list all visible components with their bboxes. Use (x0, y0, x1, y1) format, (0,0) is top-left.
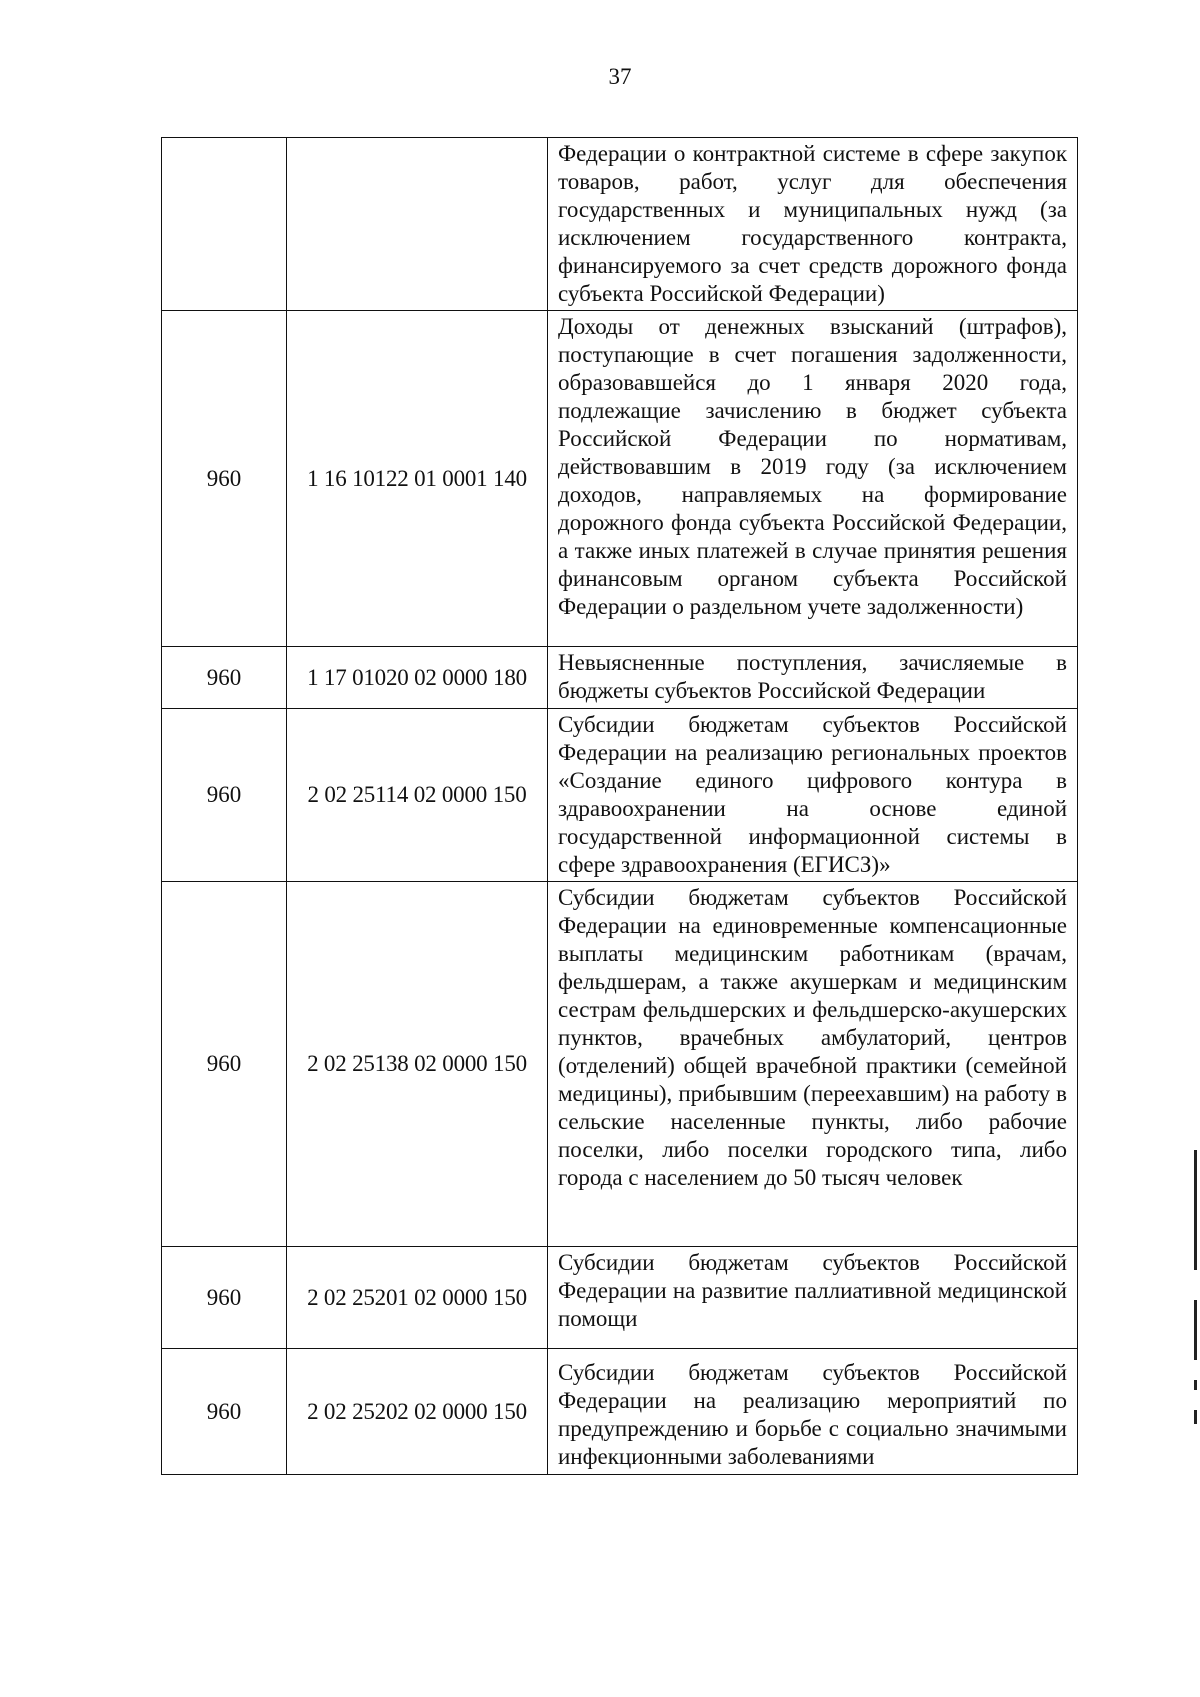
table-row (162, 709, 1078, 882)
description-cell: Субсидии бюджетам субъектов Российской Федерации на единовременные компенсационные выплаты медицинским работникам (врачам, фельдшерам, а также акушеркам и медицинским сестрам фельдшерских и фельдшерско-акушерских пунктов, врачебных амбулаторий, центров (отделений) общей врачебной практики (семейной медицины), прибывшим (переехавшим) на работу в сельские населенные пункты, либо рабочие поселки, либо поселки городского типа, либо города с населением до 50 тысяч человек (548, 882, 1078, 1247)
page-number: 37 (608, 64, 632, 89)
table-row (162, 647, 1078, 709)
admin-code-cell: 960 (162, 1247, 287, 1349)
scan-edge-mark (1194, 1150, 1197, 1270)
revenue-codes-table (161, 137, 1078, 1475)
description-cell: Федерации о контрактной системе в сфере закупок товаров, работ, услуг для обеспечения государственных и муниципальных нужд (за исключением государственного контракта, финансируемого за счет средств дорожного фонда субъекта Российской Федерации) (548, 138, 1078, 311)
budget-code-cell: 1 17 01020 02 0000 180 (287, 647, 548, 709)
admin-code-cell: 960 (162, 311, 287, 647)
admin-code-cell: 960 (162, 1349, 287, 1475)
table-row (162, 882, 1078, 1247)
table-row (162, 311, 1078, 647)
budget-code-cell: 1 16 10122 01 0001 140 (287, 311, 548, 647)
budget-code-cell: 2 02 25114 02 0000 150 (287, 709, 548, 882)
description-cell: Доходы от денежных взысканий (штрафов), поступающие в счет погашения задолженности, образовавшейся до 1 января 2020 года, подлежащие зачислению в бюджет субъекта Российской Федерации по нормативам, действовавшим в 2019 году (за исключением доходов, направляемых на формирование дорожного фонда субъекта Российской Федерации, а также иных платежей в случае принятия решения финансовым органом субъекта Российской Федерации о раздельном учете задолженности) (548, 311, 1078, 647)
scan-edge-mark (1194, 1300, 1197, 1360)
budget-code-cell: 2 02 25138 02 0000 150 (287, 882, 548, 1247)
admin-code-cell (162, 138, 287, 311)
admin-code-cell: 960 (162, 709, 287, 882)
scan-edge-mark (1194, 1410, 1197, 1424)
table-row (162, 1247, 1078, 1349)
budget-code-cell: 2 02 25202 02 0000 150 (287, 1349, 548, 1475)
table-row (162, 138, 1078, 311)
description-cell: Субсидии бюджетам субъектов Российской Федерации на реализацию региональных проектов «Создание единого цифрового контура в здравоохранении на основе единой государственной информационной системы в сфере здравоохранения (ЕГИСЗ)» (548, 709, 1078, 882)
description-cell: Субсидии бюджетам субъектов Российской Федерации на реализацию мероприятий по предупреждению и борьбе с социально значимыми инфекционными заболеваниями (548, 1349, 1078, 1475)
scan-edge-mark (1194, 1380, 1197, 1390)
admin-code-cell: 960 (162, 647, 287, 709)
table-row (162, 1349, 1078, 1475)
budget-code-cell: 2 02 25201 02 0000 150 (287, 1247, 548, 1349)
admin-code-cell: 960 (162, 882, 287, 1247)
description-cell: Субсидии бюджетам субъектов Российской Федерации на развитие паллиативной медицинской помощи (548, 1247, 1078, 1349)
description-cell: Невыясненные поступления, зачисляемые в бюджеты субъектов Российской Федерации (548, 647, 1078, 709)
budget-code-cell (287, 138, 548, 311)
